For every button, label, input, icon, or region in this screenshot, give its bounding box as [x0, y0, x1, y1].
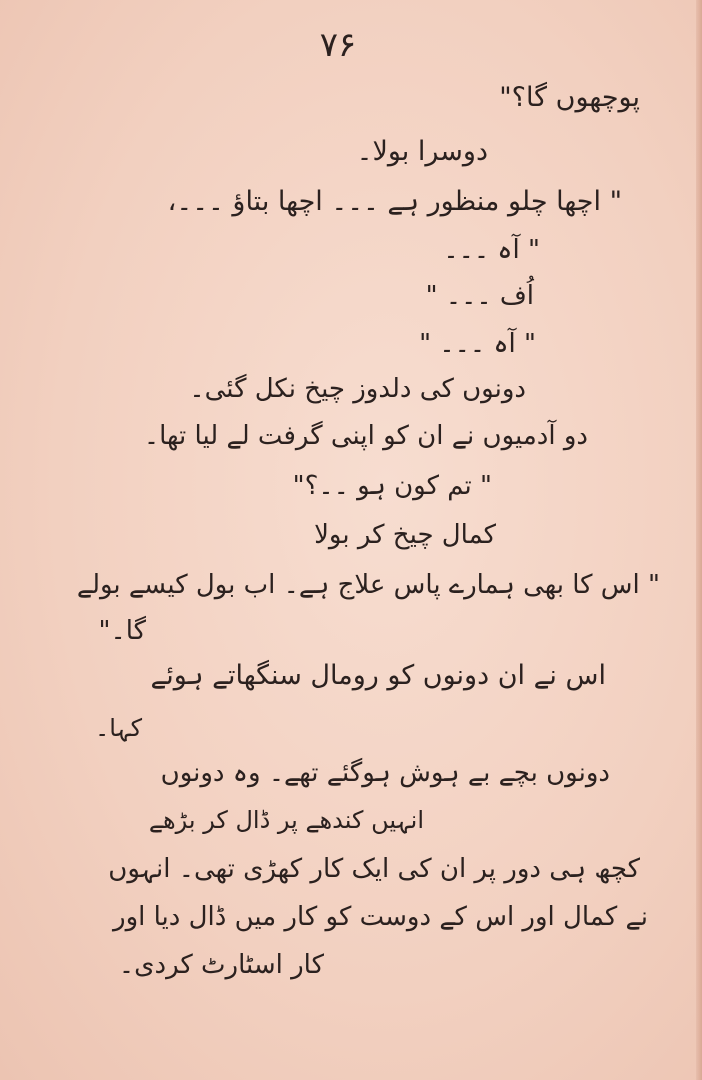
text-line-7: دونوں کی دلدوز چیخ نکل گئی۔: [189, 374, 526, 404]
page-number: ۷۶: [319, 25, 357, 65]
text-line-18: نے کمال اور اس کے دوست کو کار میں ڈال دیا اور: [113, 902, 648, 932]
text-line-9: " تم کون ہو ۔۔؟": [292, 471, 492, 501]
page-edge: [696, 0, 702, 1080]
text-line-17: کچھ ہی دور پر ان کی ایک کار کھڑی تھی۔ انہوں: [108, 854, 640, 884]
text-line-19: کار اسٹارٹ کردی۔: [118, 950, 324, 980]
text-line-14: کہا۔: [95, 714, 142, 742]
text-line-5: اُف ۔۔۔ ": [425, 281, 534, 311]
text-line-15: دونوں بچے بے ہوش ہوگئے تھے۔ وہ دونوں: [160, 758, 610, 788]
text-line-6: " آہ ۔۔۔ ": [419, 329, 536, 359]
text-line-16: انہیں کندھے پر ڈال کر بڑھے: [148, 806, 424, 834]
text-line-11: " اس کا بھی ہمارے پاس علاج ہے۔ اب بول کیسے بولے: [76, 570, 660, 600]
text-line-13: اس نے ان دونوں کو رومال سنگھاتے ہوئے: [150, 660, 606, 691]
text-line-12: گا۔": [98, 616, 146, 646]
text-line-4: " آہ ۔۔۔: [443, 235, 540, 265]
text-line-3: " اچھا چلو منظور ہے ۔۔۔ اچھا بتاؤ ۔۔۔،: [167, 186, 622, 217]
text-line-1: پوچھوں گا؟": [499, 82, 640, 113]
text-line-2: دوسرا بولا۔: [356, 136, 488, 167]
text-line-10: کمال چیخ کر بولا: [314, 520, 496, 550]
text-line-8: دو آدمیوں نے ان کو اپنی گرفت لے لیا تھا۔: [143, 421, 588, 451]
